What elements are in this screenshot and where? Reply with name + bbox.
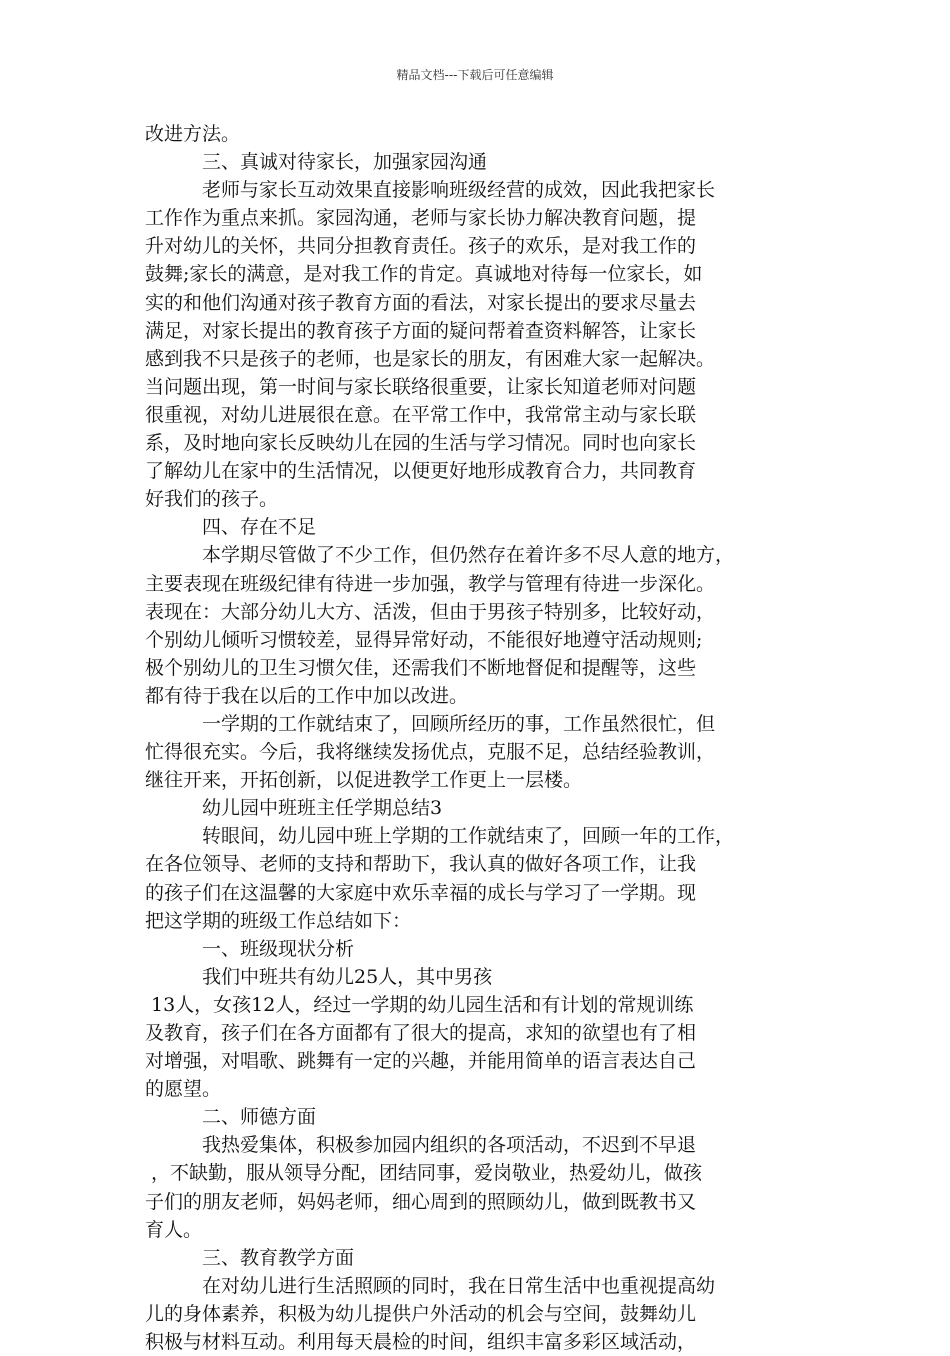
text-line: 在各位领导、老师的支持和帮助下，我认真的做好各项工作，让我: [145, 853, 697, 876]
text-line: 表现在：大部分幼儿大方、活泼，但由于男孩子特别多，比较好动，: [145, 600, 716, 623]
text-line: 我热爱集体，积极参加园内组织的各项活动，不迟到不早退: [202, 1134, 697, 1157]
text-line: 四、存在不足: [202, 516, 317, 539]
text-line: 13人，女孩12人，经过一学期的幼儿园生活和有计划的常规训练: [151, 993, 694, 1016]
text-line: 极个别幼儿的卫生习惯欠佳，还需我们不断地督促和提醒等，这些: [145, 656, 697, 679]
text-line: 继往开来，开拓创新，以促进教学工作更上一层楼。: [145, 769, 583, 792]
text-line: 子们的朋友老师，妈妈老师，细心周到的照顾幼儿，做到既教书又: [145, 1190, 697, 1213]
text-line: 的孩子们在这温馨的大家庭中欢乐幸福的成长与学习了一学期。现: [145, 881, 697, 904]
text-line: ，不缺勤，服从领导分配，团结同事，爱岗敬业，热爱幼儿，做孩: [151, 1162, 703, 1185]
text-line: 儿的身体素养，积极为幼儿提供户外活动的机会与空间，鼓舞幼儿: [145, 1302, 697, 1325]
text-line: 鼓舞;家长的满意，是对我工作的肯定。真诚地对待每一位家长，如: [145, 263, 703, 286]
text-line: 当问题出现，第一时间与家长联络很重要，让家长知道老师对问题: [145, 375, 697, 398]
text-line: 的愿望。: [145, 1078, 222, 1101]
document-body: [145, 120, 825, 1356]
text-line: 育人。: [145, 1218, 203, 1241]
text-line: 系，及时地向家长反映幼儿在园的生活与学习情况。同时也向家长: [145, 432, 697, 455]
text-line: 都有待于我在以后的工作中加以改进。: [145, 684, 469, 707]
text-line: 一学期的工作就结束了，回顾所经历的事，工作虽然很忙，但: [202, 712, 716, 735]
text-line: 很重视，对幼儿进展很在意。在平常工作中，我常常主动与家长联: [145, 403, 697, 426]
text-line: 幼儿园中班班主任学期总结3: [202, 797, 443, 820]
text-line: 改进方法。: [145, 123, 241, 145]
text-line: 三、真诚对待家长，加强家园沟通: [202, 151, 488, 174]
text-line: 二、师德方面: [202, 1106, 317, 1129]
text-line: 老师与家长互动效果直接影响班级经营的成效，因此我把家长: [202, 179, 716, 202]
text-line: 本学期尽管做了不少工作，但仍然存在着许多不尽人意的地方，: [202, 544, 735, 567]
page-header: 精品文档---下载后可任意编辑: [396, 68, 554, 82]
text-line: 升对幼儿的关怀，共同分担教育责任。孩子的欢乐，是对我工作的: [145, 235, 697, 258]
text-line: 满足，对家长提出的教育孩子方面的疑问帮着查资料解答，让家长: [145, 319, 697, 342]
text-line: 对增强，对唱歌、跳舞有一定的兴趣，并能用简单的语言表达自己: [145, 1050, 697, 1073]
text-line: 及教育，孩子们在各方面都有了很大的提高，求知的欲望也有了相: [145, 1022, 697, 1044]
text-line: 工作作为重点来抓。家园沟通，老师与家长协力解决教育问题，提: [145, 207, 697, 230]
text-line: 感到我不只是孩子的老师，也是家长的朋友，有困难大家一起解决。: [145, 347, 716, 370]
text-line: 我们中班共有幼儿25人，其中男孩: [202, 965, 493, 988]
text-line: 主要表现在班级纪律有待进一步加强，教学与管理有待进一步深化。: [145, 572, 716, 595]
text-line: 积极与材料互动。利用每天晨检的时间，组织丰富多彩区域活动，: [145, 1331, 697, 1354]
text-line: 了解幼儿在家中的生活情况，以便更好地形成教育合力，共同教育: [145, 460, 697, 483]
text-line: 在对幼儿进行生活照顾的同时，我在日常生活中也重视提高幼: [202, 1274, 716, 1297]
text-line: 三、教育教学方面: [202, 1246, 355, 1269]
text-line: 一、班级现状分析: [202, 937, 355, 960]
text-line: 好我们的孩子。: [145, 488, 279, 511]
text-line: 忙得很充实。今后，我将继续发扬优点，克服不足，总结经验教训，: [145, 741, 716, 764]
text-line: 实的和他们沟通对孩子教育方面的看法，对家长提出的要求尽量去: [145, 291, 697, 314]
text-line: 个别幼儿倾听习惯较差，显得异常好动，不能很好地遵守活动规则;: [145, 628, 703, 651]
text-line: 转眼间，幼儿园中班上学期的工作就结束了，回顾一年的工作，: [202, 825, 735, 848]
text-line: 把这学期的班级工作总结如下：: [145, 909, 412, 932]
